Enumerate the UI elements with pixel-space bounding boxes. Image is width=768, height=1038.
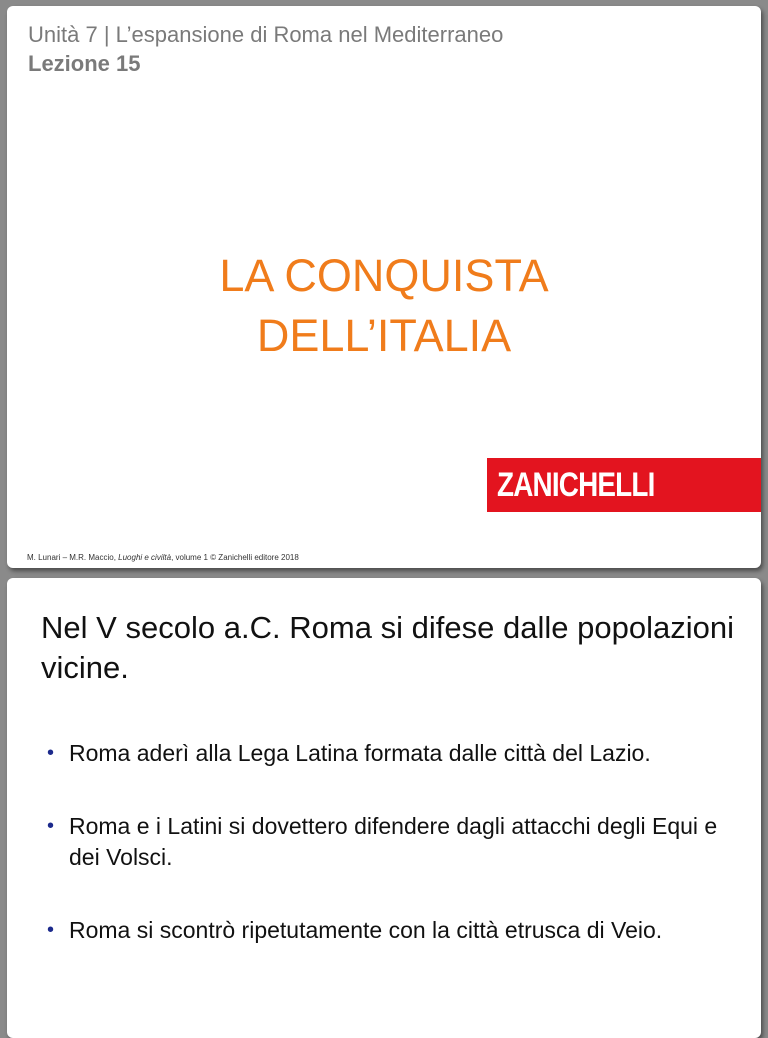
title-slide xyxy=(7,6,761,568)
content-slide xyxy=(7,578,761,1038)
list-item xyxy=(41,738,731,769)
main-title xyxy=(7,246,761,366)
logo-text: ZANICHELLI xyxy=(497,466,655,504)
bullet-list xyxy=(41,738,731,988)
main-title-line-2: DELL’ITALIA xyxy=(256,310,512,361)
bullet-dot-icon: • xyxy=(47,742,55,764)
footer-book-title: Luoghi e civiltà xyxy=(118,553,172,562)
lesson-title: Lezione 15 xyxy=(28,51,141,76)
bullet-text: Roma aderì alla Lega Latina formata dalle città del Lazio. xyxy=(69,740,651,766)
footer-authors: M. Lunari – M.R. Maccio, xyxy=(27,553,119,562)
list-item xyxy=(41,915,731,946)
bullet-dot-icon: • xyxy=(47,919,55,941)
list-item xyxy=(41,811,731,873)
zanichelli-logo xyxy=(487,458,761,512)
footer-rest: , volume 1 © Zanichelli editore 2018 xyxy=(171,553,299,562)
intro-text: Nel V secolo a.C. Roma si difese dalle popolazioni vicine. xyxy=(41,610,734,685)
copyright-footer xyxy=(27,553,299,562)
bullet-text: Roma si scontrò ripetutamente con la città etrusca di Veio. xyxy=(69,917,663,943)
bullet-dot-icon: • xyxy=(47,815,55,837)
unit-title: Unità 7 | L’espansione di Roma nel Mediterraneo xyxy=(28,22,504,47)
main-title-line-1: LA CONQUISTA xyxy=(219,250,549,301)
bullet-text: Roma e i Latini si dovettero difendere dagli attacchi degli Equi e dei Volsci. xyxy=(69,813,718,870)
